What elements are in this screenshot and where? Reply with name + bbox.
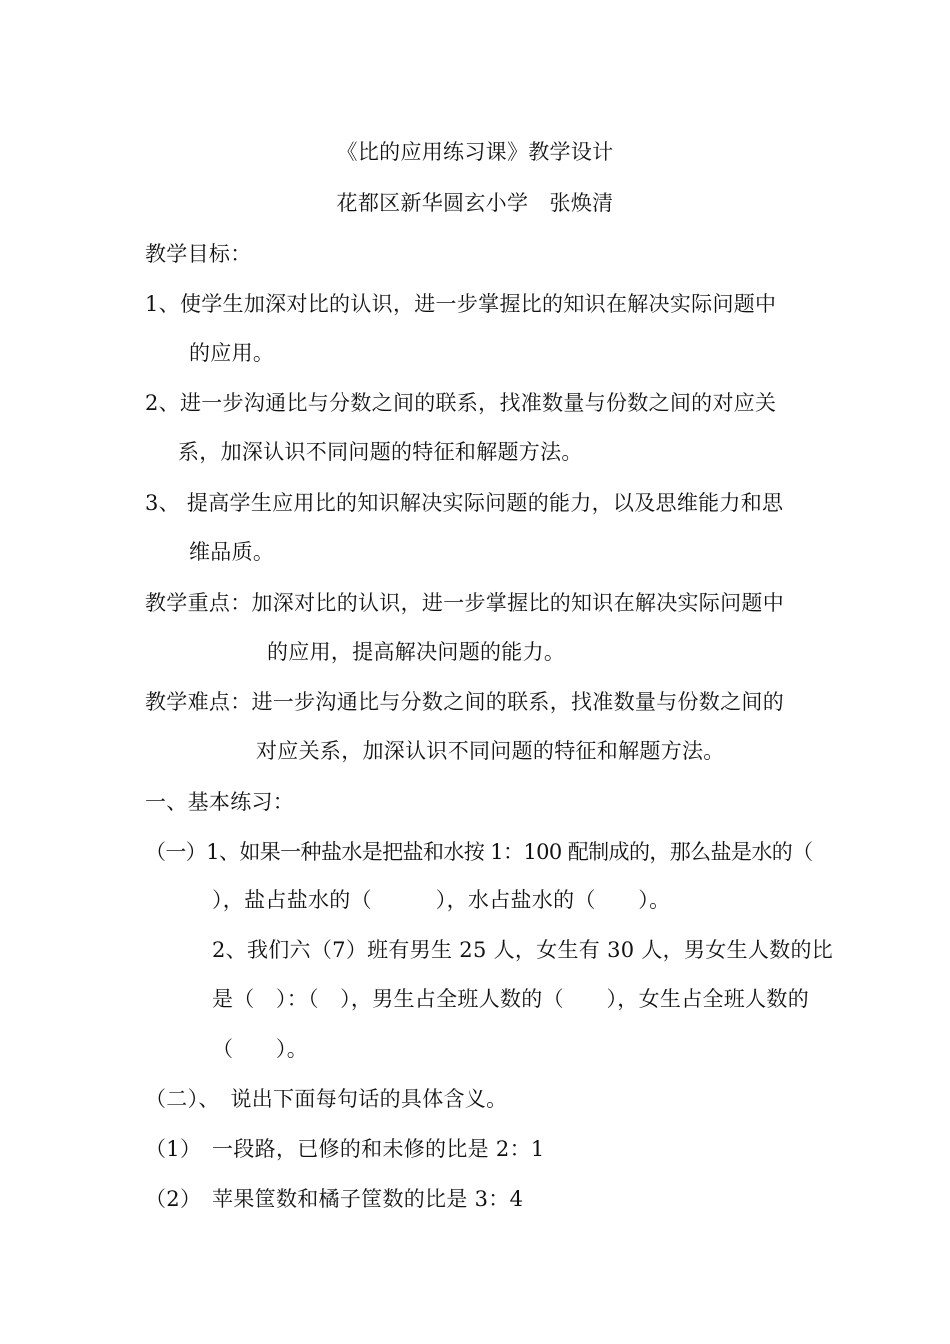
key-point-line-1: 教学重点：加深对比的认识，进一步掌握比的知识在解决实际问题中 [145, 591, 784, 615]
objectives-heading: 教学目标： [145, 242, 252, 266]
difficulty-line-2: 对应关系，加深认识不同问题的特征和解题方法。 [256, 739, 725, 763]
part-2-heading: （二）、 说出下面每句话的具体含义。 [145, 1087, 508, 1111]
section-1-heading: 一、基本练习： [145, 790, 295, 814]
objective-2-line-1: 2、进一步沟通比与分数之间的联系，找准数量与份数之间的对应关 [145, 391, 777, 415]
objective-1-line-2: 的应用。 [189, 341, 275, 365]
question-1-line-2: ），盐占盐水的（ ），水占盐水的（ ）。 [212, 888, 671, 912]
difficulty-line-1: 教学难点：进一步沟通比与分数之间的联系，找准数量与份数之间的 [145, 690, 784, 714]
question-1-line-1: （一）1、如果一种盐水是把盐和水按 1：100 配制成的，那么盐是水的（ [145, 840, 813, 864]
list-item-2: （2） 苹果筐数和橘子筐数的比是 3：4 [145, 1187, 524, 1211]
question-2-line-2: 是（ ）：（ ），男生占全班人数的（ ），女生占全班人数的 [212, 987, 809, 1011]
objective-2-line-2: 系，加深认识不同问题的特征和解题方法。 [178, 440, 583, 464]
objective-1-line-1: 1、使学生加深对比的认识，进一步掌握比的知识在解决实际问题中 [145, 292, 777, 316]
key-point-line-2: 的应用，提高解决问题的能力。 [267, 640, 566, 664]
objective-3-line-1: 3、 提高学生应用比的知识解决实际问题的能力，以及思维能力和思 [145, 491, 784, 515]
question-2-line-1: 2、我们六（7）班有男生 25 人，女生有 30 人，男女生人数的比 [212, 938, 834, 962]
question-2-line-3: （ ）。 [212, 1037, 308, 1061]
objective-3-line-2: 维品质。 [189, 540, 275, 564]
document-title: 《比的应用练习课》教学设计 [336, 140, 614, 164]
list-item-1: （1） 一段路，已修的和未修的比是 2：1 [145, 1137, 545, 1161]
document-author: 花都区新华圆玄小学 张焕清 [336, 191, 614, 215]
